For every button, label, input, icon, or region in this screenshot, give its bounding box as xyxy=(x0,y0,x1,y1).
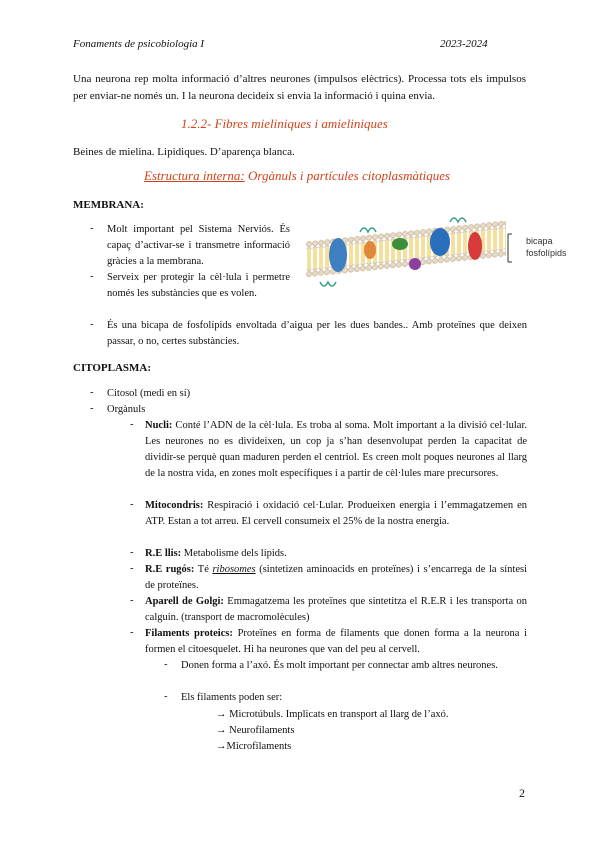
list-dash: - xyxy=(90,403,94,414)
protein-purple xyxy=(409,258,421,270)
pre: Té xyxy=(194,564,213,575)
organul-re-rugos xyxy=(145,562,527,594)
desc: Respiració i oxidació cel·Lular. Produeixen energia i l’emmagatzemen en ATP. Estan a tot arreu. El cervell consumeix el 25% de la nostra energia. xyxy=(145,500,527,527)
section-heading-13-rest: Orgànuls i partícules citoplasmàtiques xyxy=(244,168,451,183)
filament-type-microtubuls: → Microtúbuls. Implicats en transport al llarg de l’axó. xyxy=(216,709,449,720)
list-dash: - xyxy=(90,387,94,398)
membrana-item-1: Molt important pel Sistema Nerviós. És capaç d’activar-se i transmetre informació gràcies a la membrana. xyxy=(107,224,290,267)
organul-nucli xyxy=(145,418,527,482)
glycoprotein xyxy=(320,282,336,286)
section-heading-122: 1.2.2- Fibres mieliniques i amieliniques xyxy=(181,116,388,131)
section-heading-13-underlined: Estructura interna: xyxy=(144,168,245,183)
list-dash: - xyxy=(130,627,134,638)
header-year: 2023-2024 xyxy=(440,38,488,50)
list-dash: - xyxy=(164,691,168,702)
filament-type-microfilaments: →Microfilaments xyxy=(216,741,292,752)
list-dash: - xyxy=(130,499,134,510)
header-title: Fonaments de psicobiologia I xyxy=(73,38,205,50)
list-dash: - xyxy=(130,595,134,606)
filament-type-neurofilaments: → Neurofilaments xyxy=(216,725,295,736)
filaments-sub-1: Donen forma a l’axó. És molt important per connectar amb altres neurones. xyxy=(181,660,498,671)
desc: Emmagatzema les proteïnes que sintetitza el R.E.R i les transporta on calguin. (transport de macromolècules) xyxy=(145,596,527,623)
organul-filaments xyxy=(145,626,527,658)
page-number: 2 xyxy=(519,786,525,800)
term: Aparell de Golgi: xyxy=(145,596,224,607)
protein-blue xyxy=(329,238,347,272)
term: Nucli: xyxy=(145,420,173,431)
organul-golgi xyxy=(145,594,527,626)
membrana-heading: MEMBRANA: xyxy=(73,199,144,211)
list-dash: - xyxy=(130,563,134,574)
membrana-item-3: És una bicapa de fosfolípids envoltada d’aigua per les dues bandes.. Amb proteïnes que deixen passar, o no, certes substàncies. xyxy=(107,320,527,347)
list-dash: - xyxy=(164,659,168,670)
protein-green xyxy=(392,238,408,250)
intro-paragraph: Una neurona rep molta informació d’altres neurones (impulsos elèctrics). Processa tots els impulsos per enviar-ne només un. I la neurona decideix si envia la informació i quina envia. xyxy=(73,73,526,102)
list-dash: - xyxy=(130,547,134,558)
membrana-item-2: Serveix per protegir la cèl·lula i permetre només les substàncies que es volen. xyxy=(107,272,290,299)
list-dash: - xyxy=(90,223,94,234)
citosol-item: Citosol (medi en sí) xyxy=(107,388,191,399)
desc: Conté l’ADN de la cèl·lula. Es troba al soma. Molt important a la divisió cel·lular. Les neurones no es divideixen, un cop ja s’han desenvolupat perden la capacitat de dividir-se perquè quan maduren perden el centriol. Es creen molt poques neurones al llarg de la nostra vida, en zones molt específiques i a partir de cèl·lules mare precursores. xyxy=(145,420,527,479)
list-dash: - xyxy=(130,419,134,430)
desc: (sintetizen aminoacids en proteïnes) i s’encarrega de la síntesi de proteïnes. xyxy=(145,564,527,591)
figure-label-line-1: bicapa xyxy=(526,236,553,246)
protein-blue xyxy=(430,228,450,256)
ribosomes-link: ribosomes xyxy=(212,564,256,575)
organul-mitocondris xyxy=(145,498,527,530)
citoplasma-heading: CITOPLASMA: xyxy=(73,362,152,374)
term: R.E rugós: xyxy=(145,564,195,575)
protein-orange xyxy=(364,241,376,259)
glycoprotein xyxy=(450,218,466,222)
figure-label-line-2: fosfolípids xyxy=(526,248,567,258)
glycoprotein xyxy=(360,228,376,232)
list-dash: - xyxy=(90,319,94,330)
myelin-text: Beines de mielina. Lipidiques. D’aparença blanca. xyxy=(73,146,295,158)
organuls-item: Orgànuls xyxy=(107,404,146,415)
protein-red xyxy=(468,232,482,260)
desc: Metabolisme dels lípids. xyxy=(181,548,287,559)
term: R.E llis: xyxy=(145,548,182,559)
filaments-sub-2: Els filaments poden ser: xyxy=(181,692,283,703)
desc: Proteïnes en forma de filaments que donen forma a la neurona i formen el citoesquelet. Hi ha neurones que van del peu al cervell. xyxy=(145,628,527,655)
term: Mitocondris: xyxy=(145,500,204,511)
section-heading-13 xyxy=(144,168,450,184)
list-dash: - xyxy=(90,271,94,282)
term: Filaments proteics: xyxy=(145,628,233,639)
organul-re-llis xyxy=(145,546,527,562)
membrane-bilayer-figure xyxy=(300,212,570,308)
